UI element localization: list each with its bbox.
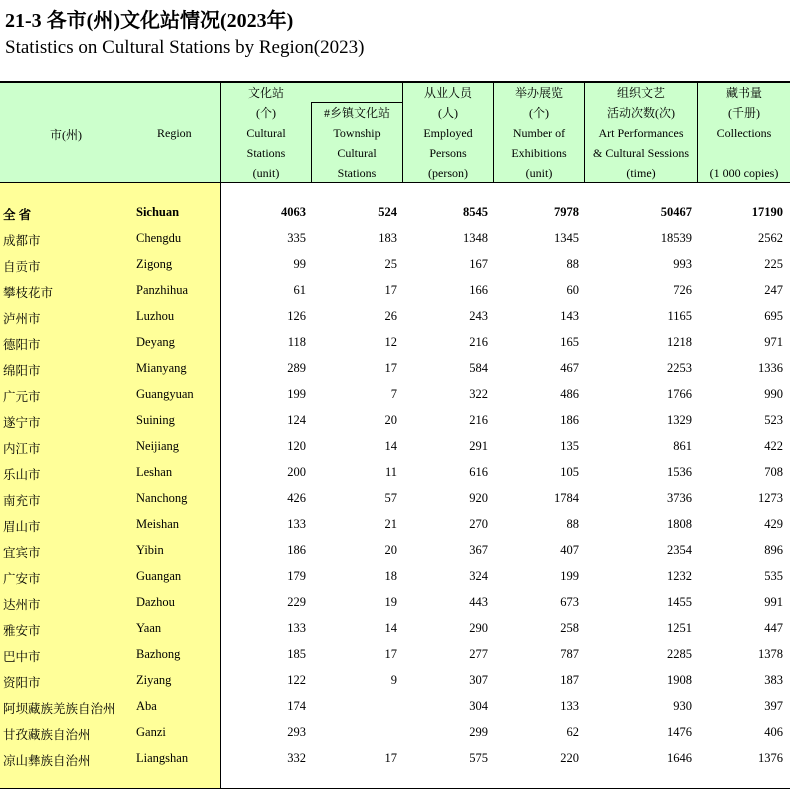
value-cell: 200 — [287, 465, 306, 479]
value-cell: 122 — [287, 673, 306, 687]
table-row — [0, 486, 790, 512]
value-cell: 575 — [469, 751, 488, 765]
region-en: Sichuan — [136, 205, 180, 219]
value-cell: 1376 — [758, 751, 783, 765]
value-cell: 383 — [764, 673, 783, 687]
region-en: Neijiang — [136, 439, 180, 453]
value-cell: 88 — [566, 257, 579, 271]
table-row — [0, 746, 790, 772]
table-row — [0, 616, 790, 642]
value-cell: 1251 — [667, 621, 692, 635]
value-cell: 277 — [469, 647, 488, 661]
region-en: Panzhihua — [136, 283, 189, 297]
value-cell: 17 — [384, 361, 397, 375]
header-collections: 藏书量 (千册) Collections (1 000 copies) — [709, 86, 779, 180]
value-cell: 291 — [469, 439, 488, 453]
value-cell: 7978 — [554, 205, 579, 219]
value-cell: 9 — [390, 673, 397, 687]
value-cell: 88 — [566, 517, 579, 531]
value-cell: 20 — [384, 413, 397, 427]
value-cell: 243 — [469, 309, 488, 323]
region-en: Guangyuan — [136, 387, 194, 401]
value-cell: 1232 — [667, 569, 692, 583]
region-cn: 乐山市 — [3, 468, 41, 482]
value-cell: 971 — [764, 335, 783, 349]
value-cell: 447 — [764, 621, 783, 635]
value-cell: 322 — [469, 387, 488, 401]
value-cell: 17190 — [751, 205, 783, 219]
value-cell: 133 — [287, 621, 306, 635]
value-cell: 99 — [293, 257, 306, 271]
value-cell: 695 — [764, 309, 783, 323]
value-cell: 18539 — [660, 231, 692, 245]
region-en: Bazhong — [136, 647, 181, 661]
table-row — [0, 512, 790, 538]
value-cell: 708 — [764, 465, 783, 479]
header-region-en: Region — [157, 126, 192, 140]
value-cell: 258 — [560, 621, 579, 635]
value-cell: 467 — [560, 361, 579, 375]
region-cn: 眉山市 — [3, 520, 41, 534]
value-cell: 426 — [287, 491, 306, 505]
value-cell: 179 — [287, 569, 306, 583]
value-cell: 429 — [764, 517, 783, 531]
value-cell: 367 — [469, 543, 488, 557]
value-cell: 397 — [764, 699, 783, 713]
region-en: Ganzi — [136, 725, 166, 739]
value-cell: 62 — [566, 725, 579, 739]
region-cn: 德阳市 — [3, 338, 41, 352]
value-cell: 1273 — [758, 491, 783, 505]
region-en: Guangan — [136, 569, 182, 583]
value-cell: 60 — [566, 283, 579, 297]
header-region-cn: 市(州) — [50, 128, 82, 142]
value-cell: 17 — [384, 283, 397, 297]
table-row — [0, 330, 790, 356]
value-cell: 12 — [384, 335, 397, 349]
value-cell: 616 — [469, 465, 488, 479]
value-cell: 165 — [560, 335, 579, 349]
value-cell: 1536 — [667, 465, 692, 479]
value-cell: 19 — [384, 595, 397, 609]
region-en: Mianyang — [136, 361, 187, 375]
value-cell: 270 — [469, 517, 488, 531]
value-cell: 3736 — [667, 491, 692, 505]
value-cell: 1348 — [463, 231, 488, 245]
region-en: Deyang — [136, 335, 175, 349]
value-cell: 2562 — [758, 231, 783, 245]
table-row — [0, 434, 790, 460]
value-cell: 1908 — [667, 673, 692, 687]
value-cell: 21 — [384, 517, 397, 531]
value-cell: 1646 — [667, 751, 692, 765]
value-cell: 1476 — [667, 725, 692, 739]
value-cell: 185 — [287, 647, 306, 661]
region-cn: 南充市 — [3, 494, 41, 508]
value-cell: 120 — [287, 439, 306, 453]
value-cell: 289 — [287, 361, 306, 375]
value-cell: 726 — [673, 283, 692, 297]
table-row — [0, 356, 790, 382]
region-cn: 甘孜藏族自治州 — [3, 728, 91, 742]
region-cn: 绵阳市 — [3, 364, 41, 378]
page-title-en: Statistics on Cultural Stations by Region(2023) — [5, 37, 365, 58]
value-cell: 166 — [469, 283, 488, 297]
value-cell: 14 — [384, 621, 397, 635]
region-cn: 巴中市 — [3, 650, 41, 664]
value-cell: 993 — [673, 257, 692, 271]
value-cell: 18 — [384, 569, 397, 583]
region-en: Yaan — [136, 621, 162, 635]
region-en: Dazhou — [136, 595, 175, 609]
value-cell: 167 — [469, 257, 488, 271]
table-bottom-rule — [0, 788, 790, 789]
region-en: Liangshan — [136, 751, 189, 765]
table-row — [0, 252, 790, 278]
value-cell: 25 — [384, 257, 397, 271]
value-cell: 1329 — [667, 413, 692, 427]
value-cell: 406 — [764, 725, 783, 739]
value-cell: 1218 — [667, 335, 692, 349]
value-cell: 1336 — [758, 361, 783, 375]
table-header — [0, 83, 790, 183]
value-cell: 584 — [469, 361, 488, 375]
value-cell: 335 — [287, 231, 306, 245]
value-cell: 199 — [287, 387, 306, 401]
header-art-performances: 组织文艺 活动次数(次) Art Performances & Cultural Sessions (time) — [592, 86, 689, 180]
value-cell: 57 — [384, 491, 397, 505]
value-cell: 486 — [560, 387, 579, 401]
table-row — [0, 226, 790, 252]
header-subrule — [311, 102, 402, 103]
value-cell: 299 — [469, 725, 488, 739]
value-cell: 61 — [293, 283, 306, 297]
region-en: Meishan — [136, 517, 180, 531]
value-cell: 225 — [764, 257, 783, 271]
value-cell: 307 — [469, 673, 488, 687]
header-divider — [402, 83, 403, 183]
value-cell: 17 — [384, 751, 397, 765]
value-cell: 247 — [764, 283, 783, 297]
table-row — [0, 694, 790, 720]
value-cell: 17 — [384, 647, 397, 661]
value-cell: 1808 — [667, 517, 692, 531]
table-row — [0, 720, 790, 746]
value-cell: 930 — [673, 699, 692, 713]
region-cn: 攀枝花市 — [3, 286, 54, 300]
region-cn: 宜宾市 — [3, 546, 41, 560]
value-cell: 293 — [287, 725, 306, 739]
table-row — [0, 590, 790, 616]
region-en: Aba — [136, 699, 157, 713]
value-cell: 407 — [560, 543, 579, 557]
value-cell: 4063 — [281, 205, 306, 219]
value-cell: 14 — [384, 439, 397, 453]
region-cn: 内江市 — [3, 442, 41, 456]
value-cell: 896 — [764, 543, 783, 557]
value-cell: 1784 — [554, 491, 579, 505]
region-cn: 泸州市 — [3, 312, 41, 326]
region-cn: 凉山彝族自治州 — [3, 754, 91, 768]
value-cell: 7 — [390, 387, 397, 401]
value-cell: 105 — [560, 465, 579, 479]
value-cell: 135 — [560, 439, 579, 453]
value-cell: 443 — [469, 595, 488, 609]
header-exhibitions: 举办展览 (个) Number of Exhibitions (unit) — [511, 86, 567, 180]
value-cell: 290 — [469, 621, 488, 635]
region-cn: 广元市 — [3, 390, 41, 404]
region-en: Suining — [136, 413, 175, 427]
value-cell: 183 — [378, 231, 397, 245]
header-cultural-stations: 文化站 (个) Cultural Stations (unit) — [246, 86, 286, 180]
value-cell: 1378 — [758, 647, 783, 661]
value-cell: 991 — [764, 595, 783, 609]
value-cell: 126 — [287, 309, 306, 323]
value-cell: 861 — [673, 439, 692, 453]
region-cn: 成都市 — [3, 234, 41, 248]
value-cell: 990 — [764, 387, 783, 401]
region-cn: 雅安市 — [3, 624, 41, 638]
value-cell: 186 — [287, 543, 306, 557]
header-divider — [584, 83, 585, 183]
region-cn: 达州市 — [3, 598, 41, 612]
value-cell: 124 — [287, 413, 306, 427]
region-cn: 遂宁市 — [3, 416, 41, 430]
value-cell: 1455 — [667, 595, 692, 609]
region-en: Zigong — [136, 257, 173, 271]
table-row — [0, 668, 790, 694]
table-row — [0, 278, 790, 304]
value-cell: 174 — [287, 699, 306, 713]
region-cn: 广安市 — [3, 572, 41, 586]
region-en: Yibin — [136, 543, 164, 557]
value-cell: 143 — [560, 309, 579, 323]
value-cell: 186 — [560, 413, 579, 427]
value-cell: 216 — [469, 413, 488, 427]
value-cell: 422 — [764, 439, 783, 453]
table-row — [0, 538, 790, 564]
value-cell: 1345 — [554, 231, 579, 245]
table-row — [0, 564, 790, 590]
value-cell: 324 — [469, 569, 488, 583]
table-row — [0, 382, 790, 408]
value-cell: 920 — [469, 491, 488, 505]
stations-table — [0, 81, 790, 789]
value-cell: 133 — [560, 699, 579, 713]
value-cell: 50467 — [660, 205, 692, 219]
region-en: Chengdu — [136, 231, 182, 245]
value-cell: 673 — [560, 595, 579, 609]
value-cell: 199 — [560, 569, 579, 583]
value-cell: 523 — [764, 413, 783, 427]
region-en: Luzhou — [136, 309, 175, 323]
value-cell: 787 — [560, 647, 579, 661]
value-cell: 304 — [469, 699, 488, 713]
table-row — [0, 200, 790, 226]
region-cn: 阿坝藏族羌族自治州 — [3, 702, 116, 716]
region-cn: 自贡市 — [3, 260, 41, 274]
value-cell: 220 — [560, 751, 579, 765]
region-en: Nanchong — [136, 491, 188, 505]
value-cell: 1165 — [667, 309, 692, 323]
region-cn: 全 省 — [3, 208, 32, 222]
region-en: Leshan — [136, 465, 173, 479]
header-divider — [493, 83, 494, 183]
region-en: Ziyang — [136, 673, 172, 687]
value-cell: 187 — [560, 673, 579, 687]
value-cell: 2285 — [667, 647, 692, 661]
header-township-stations: #乡镇文化站 Township Cultural Stations — [323, 106, 390, 180]
page-title-cn: 21-3 各市(州)文化站情况(2023年) — [5, 10, 294, 32]
value-cell: 524 — [378, 205, 397, 219]
value-cell: 2354 — [667, 543, 692, 557]
value-cell: 535 — [764, 569, 783, 583]
header-employed-persons: 从业人员 (人) Employed Persons (person) — [423, 86, 473, 180]
table-row — [0, 642, 790, 668]
header-divider — [697, 83, 698, 183]
value-cell: 26 — [384, 309, 397, 323]
value-cell: 20 — [384, 543, 397, 557]
value-cell: 229 — [287, 595, 306, 609]
header-divider — [311, 102, 312, 183]
header-divider — [220, 83, 221, 183]
value-cell: 2253 — [667, 361, 692, 375]
region-cn: 资阳市 — [3, 676, 41, 690]
value-cell: 11 — [384, 465, 397, 479]
value-cell: 133 — [287, 517, 306, 531]
table-row — [0, 460, 790, 486]
value-cell: 8545 — [463, 205, 488, 219]
value-cell: 332 — [287, 751, 306, 765]
table-row — [0, 408, 790, 434]
value-cell: 216 — [469, 335, 488, 349]
value-cell: 1766 — [667, 387, 692, 401]
table-row — [0, 304, 790, 330]
value-cell: 118 — [287, 335, 306, 349]
